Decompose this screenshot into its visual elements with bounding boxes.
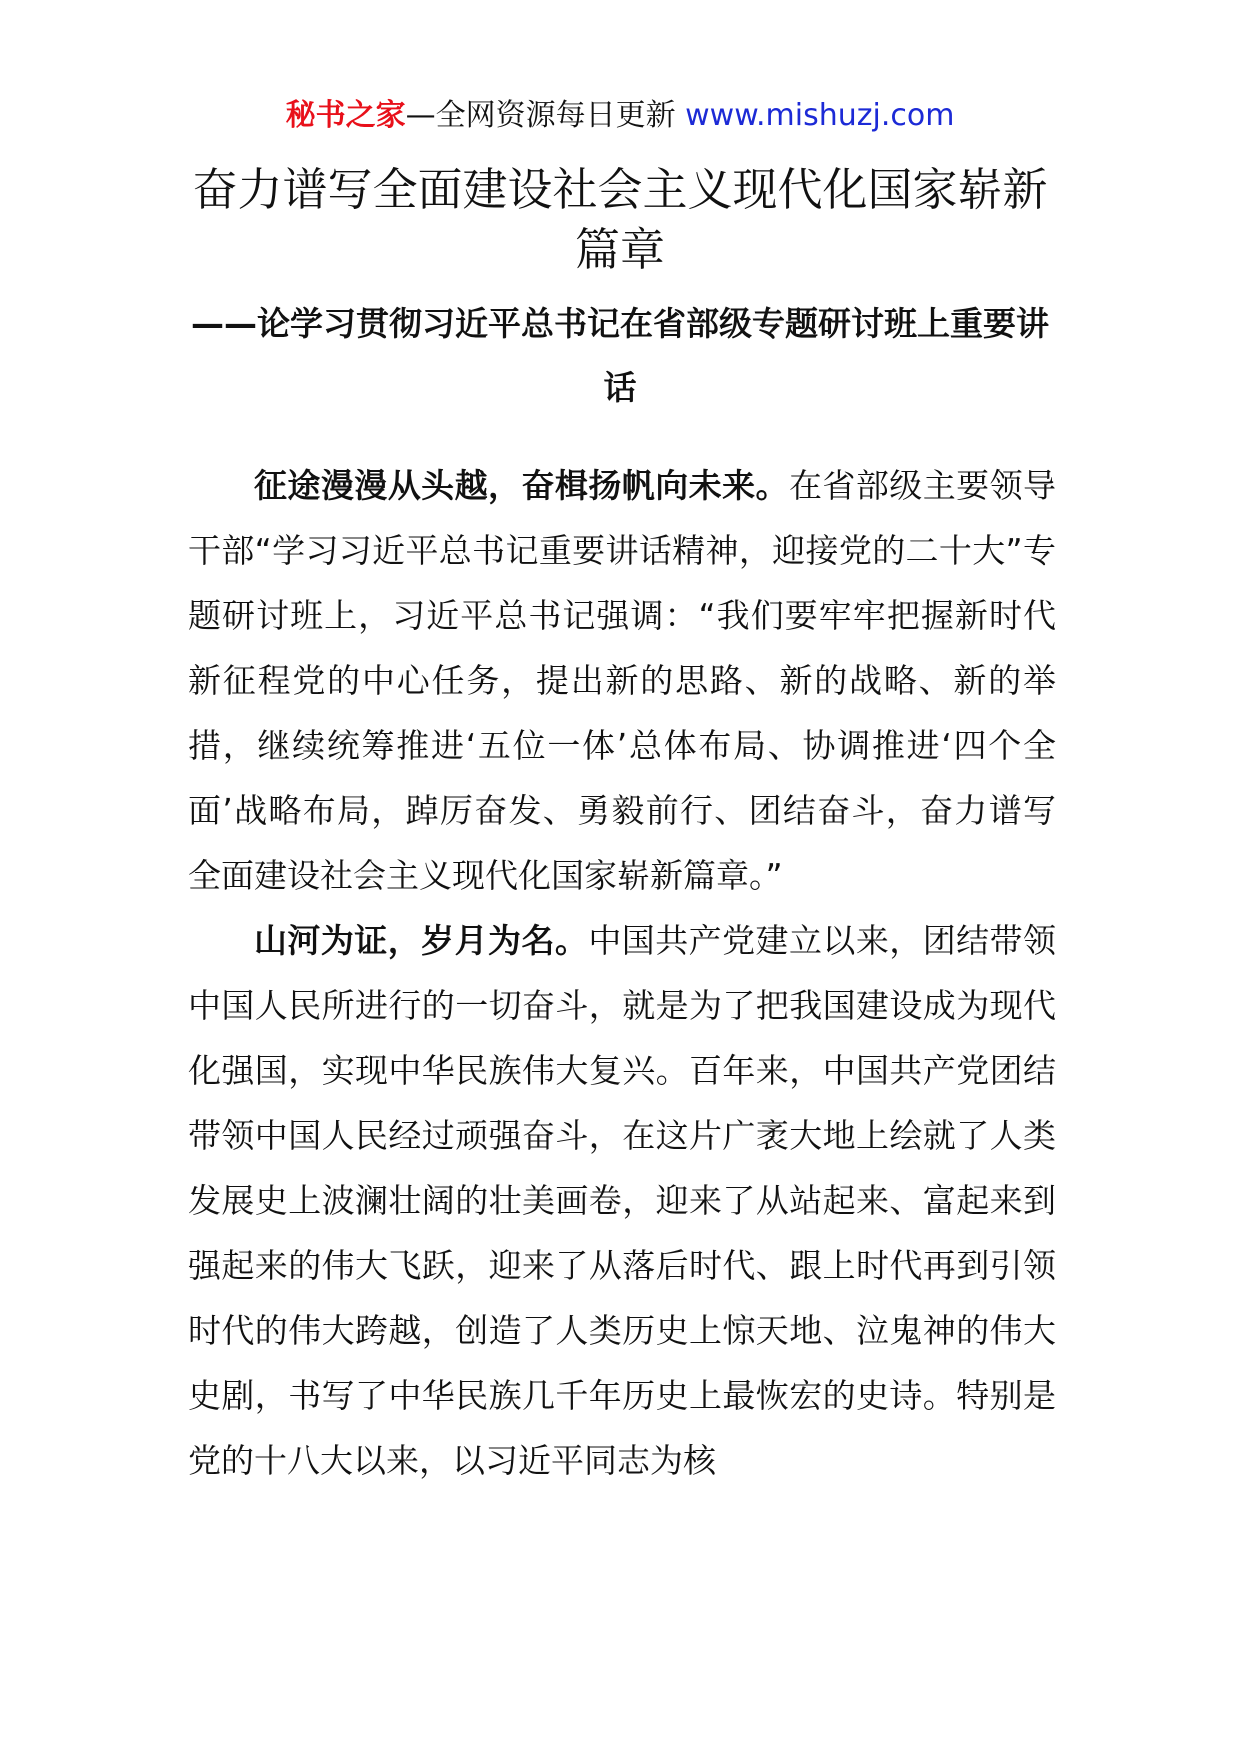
- site-url[interactable]: www.mishuzj.com: [685, 98, 955, 133]
- paragraph-2-lead: 山河为证，岁月为名。: [254, 921, 589, 960]
- paragraph-1: [188, 453, 1056, 908]
- article-subtitle: ——论学习贯彻习近平总书记在省部级专题研讨班上重要讲话: [191, 304, 1049, 407]
- paragraph-2-text: 中国共产党建立以来，团结带领中国人民所进行的一切奋斗，就是为了把我国建设成为现代化强国，实现中华民族伟大复兴。百年来，中国共产党团结带领中国人民经过顽强奋斗，在这片广袤大地上绘就了人类发展史上波澜壮阔的壮美画卷，迎来了从站起来、富起来到强起来的伟大飞跃，迎来了从落后时代、跟上时代再到引领时代的伟大跨越，创造了人类历史上惊天地、泣鬼神的伟大史剧，书写了中华民族几千年历史上最恢宏的史诗。特别是党的十八大以来，以习近平同志为核: [188, 921, 1057, 1480]
- article-title: 奋力谱写全面建设社会主义现代化国家崭新篇章: [192, 163, 1048, 276]
- brand-name: 秘书之家: [285, 98, 406, 133]
- paragraph-2: [188, 908, 1056, 1493]
- paragraph-1-lead: 征途漫漫从头越，奋楫扬帆向未来。: [254, 466, 789, 505]
- header-slogan: —全网资源每日更新: [405, 98, 686, 133]
- site-header: [0, 96, 1240, 136]
- paragraph-1-text: 在省部级主要领导干部“学习习近平总书记重要讲话精神，迎接党的二十大”专题研讨班上，习近平总书记强调：“我们要牢牢把握新时代新征程党的中心任务，提出新的思路、新的战略、新的举措，继续统筹推进‘五位一体’总体布局、协调推进‘四个全面’战略布局，踔厉奋发、勇毅前行、团结奋斗，奋力谱写全面建设社会主义现代化国家崭新篇章。”: [188, 466, 1057, 895]
- article-body: [188, 453, 1056, 1493]
